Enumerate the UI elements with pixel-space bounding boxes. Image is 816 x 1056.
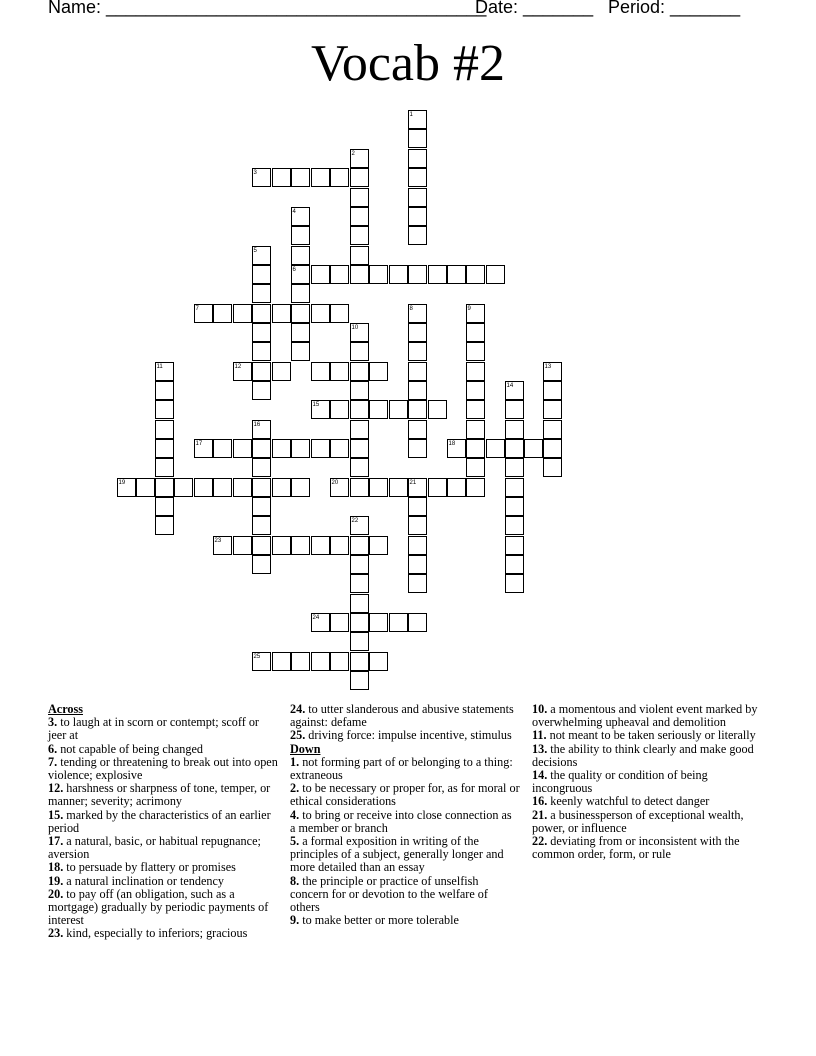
crossword-cell[interactable] [213, 478, 232, 497]
crossword-cell[interactable] [213, 304, 232, 323]
clue-number-label: 9 [467, 305, 471, 312]
crossword-cell[interactable] [252, 458, 271, 477]
clue-number: 20. [48, 886, 64, 901]
crossword-cell[interactable] [291, 246, 310, 265]
crossword-cell[interactable] [311, 362, 330, 381]
crossword-cell[interactable] [272, 168, 291, 187]
crossword-cell[interactable] [136, 478, 155, 497]
name-field-label[interactable]: Name: ______________________________________ [48, 0, 487, 17]
crossword-cell[interactable] [408, 188, 427, 207]
crossword-cell[interactable] [466, 478, 485, 497]
clue-text: to make better or more tolerable [299, 913, 459, 928]
crossword-cell[interactable] [272, 478, 291, 497]
crossword-cell[interactable] [213, 439, 232, 458]
clue-number: 1. [290, 754, 300, 769]
crossword-cell[interactable] [543, 381, 562, 400]
crossword-cell[interactable] [408, 439, 427, 458]
crossword-cell[interactable] [447, 478, 466, 497]
crossword-cell[interactable] [408, 536, 427, 555]
clue-number-label: 15 [312, 401, 320, 408]
crossword-cell[interactable] [447, 265, 466, 284]
down-clue [290, 875, 520, 915]
crossword-cell[interactable] [486, 439, 505, 458]
crossword-cell[interactable] [350, 613, 369, 632]
crossword-cell[interactable] [252, 362, 271, 381]
crossword-cell[interactable] [428, 478, 447, 497]
crossword-cell[interactable] [350, 226, 369, 245]
clue-text: tending or threatening to break out into open violence; explosive [48, 754, 278, 783]
crossword-cell[interactable] [408, 555, 427, 574]
clue-text: harshness or sharpness of tone, temper, or manner; severity; acrimony [48, 781, 271, 809]
crossword-cell[interactable] [291, 478, 310, 497]
crossword-cell[interactable] [350, 574, 369, 593]
down-clue [290, 756, 520, 782]
clue-text: a momentous and violent event marked by overwhelming upheaval and demolition [532, 702, 758, 730]
clue-number: 7. [48, 754, 58, 769]
crossword-cell[interactable] [389, 400, 408, 419]
clue-number-label: 6 [292, 266, 296, 273]
clue-text: keenly watchful to detect danger [547, 794, 710, 809]
crossword-cell[interactable] [350, 420, 369, 439]
down-clue [532, 809, 758, 835]
crossword-cell[interactable] [252, 536, 271, 555]
crossword-cell[interactable] [350, 400, 369, 419]
clue-text: the quality or condition of being incongruous [532, 768, 708, 796]
clue-number: 9. [290, 913, 300, 928]
clue-text: to laugh at in scorn or contempt; scoff or jeer at [48, 715, 259, 743]
crossword-cell[interactable] [408, 226, 427, 245]
crossword-cell[interactable] [369, 536, 388, 555]
crossword-cell[interactable] [408, 342, 427, 361]
clue-text: to persuade by flattery or promises [63, 860, 236, 875]
clue-number: 22. [532, 834, 548, 849]
crossword-cell[interactable] [350, 168, 369, 187]
crossword-cell[interactable] [505, 400, 524, 419]
clue-text: a natural inclination or tendency [63, 873, 224, 888]
clue-text: the principle or practice of unselfish concern for or devotion to the welfare of others [290, 873, 488, 915]
crossword-cell[interactable] [505, 439, 524, 458]
date-field-label[interactable]: Date: _______ [475, 0, 594, 17]
crossword-cell[interactable] [505, 478, 524, 497]
clue-text: to bring or receive into close connection as a member or branch [290, 807, 512, 835]
crossword-cell[interactable] [350, 536, 369, 555]
down-clue [532, 743, 758, 769]
clue-number: 14. [532, 768, 548, 783]
clue-number: 13. [532, 741, 548, 756]
crossword-cell[interactable] [252, 516, 271, 535]
crossword-cell[interactable] [505, 516, 524, 535]
crossword-cell[interactable] [291, 323, 310, 342]
crossword-cell[interactable] [252, 381, 271, 400]
crossword-cell[interactable] [408, 400, 427, 419]
crossword-cell[interactable] [233, 439, 252, 458]
crossword-cell[interactable] [466, 439, 485, 458]
clue-number: 25. [290, 728, 306, 743]
clue-number: 21. [532, 807, 548, 822]
crossword-cell[interactable] [389, 613, 408, 632]
down-clue [532, 703, 758, 729]
crossword-cell[interactable] [155, 381, 174, 400]
across-clue [48, 927, 280, 940]
crossword-cell[interactable] [272, 652, 291, 671]
down-clue [532, 835, 758, 861]
crossword-cell[interactable] [369, 652, 388, 671]
crossword-cell[interactable] [330, 613, 349, 632]
clue-number-label: 13 [544, 363, 552, 370]
crossword-cell[interactable] [408, 420, 427, 439]
page-title: Vocab #2 [310, 35, 505, 92]
clue-number-label: 21 [409, 479, 417, 486]
clue-number: 17. [48, 834, 64, 849]
crossword-cell[interactable] [252, 284, 271, 303]
crossword-cell[interactable] [155, 516, 174, 535]
clue-number-label: 7 [195, 305, 199, 312]
crossword-cell[interactable] [252, 304, 271, 323]
crossword-cell[interactable] [350, 188, 369, 207]
crossword-cell[interactable] [389, 265, 408, 284]
clue-text: the ability to think clearly and make good decisions [532, 741, 754, 769]
crossword-cell[interactable] [408, 381, 427, 400]
crossword-cell[interactable] [291, 439, 310, 458]
crossword-cell[interactable] [505, 555, 524, 574]
clue-number: 12. [48, 781, 64, 796]
crossword-cell[interactable] [350, 555, 369, 574]
crossword-cell[interactable] [369, 478, 388, 497]
clue-number: 10. [532, 702, 548, 716]
crossword-cell[interactable] [350, 342, 369, 361]
clue-text: a formal exposition in writing of the principles of a subject, generally longer and more detailed than an essay [290, 834, 504, 875]
crossword-cell[interactable] [291, 168, 310, 187]
crossword-cell[interactable] [272, 362, 291, 381]
clue-number-label: 20 [331, 479, 339, 486]
crossword-cell[interactable] [466, 458, 485, 477]
crossword-cell[interactable] [505, 536, 524, 555]
clue-text: driving force: impulse incentive, stimulus [305, 728, 512, 743]
clue-number-label: 14 [506, 382, 514, 389]
crossword-cell[interactable] [428, 265, 447, 284]
crossword-cell[interactable] [466, 362, 485, 381]
clue-text: not forming part of or belonging to a thing: extraneous [290, 754, 513, 783]
crossword-cell[interactable] [252, 478, 271, 497]
crossword-cell[interactable] [194, 478, 213, 497]
clue-number-label: 23 [214, 537, 222, 544]
clue-number: 15. [48, 807, 64, 822]
across-clue [48, 888, 280, 928]
crossword-cell[interactable] [350, 265, 369, 284]
crossword-cell[interactable] [428, 400, 447, 419]
across-clue [48, 782, 280, 808]
clue-number-label: 19 [118, 479, 126, 486]
down-clue [290, 835, 520, 875]
crossword-cell[interactable] [369, 362, 388, 381]
clue-column-1 [48, 703, 280, 941]
crossword-cell[interactable] [291, 226, 310, 245]
crossword-cell[interactable] [466, 420, 485, 439]
clue-column-3 [532, 703, 758, 861]
crossword-cell[interactable] [311, 304, 330, 323]
period-field-label[interactable]: Period: _______ [608, 0, 741, 17]
crossword-cell[interactable] [330, 362, 349, 381]
clue-number: 23. [48, 926, 64, 941]
clue-number-label: 2 [351, 150, 355, 157]
clue-text: to pay off (an obligation, such as a mortgage) gradually by periodic payments of interest [48, 886, 269, 928]
crossword-cell[interactable] [311, 652, 330, 671]
clue-number: 19. [48, 873, 64, 888]
crossword-cell[interactable] [272, 439, 291, 458]
crossword-cell[interactable] [369, 265, 388, 284]
clue-number: 5. [290, 834, 300, 849]
crossword-cell[interactable] [408, 574, 427, 593]
crossword-cell[interactable] [350, 246, 369, 265]
clue-number: 8. [290, 873, 300, 888]
clue-number-label: 25 [253, 653, 261, 660]
crossword-cell[interactable] [330, 536, 349, 555]
down-clue [290, 782, 520, 808]
crossword-cell[interactable] [330, 265, 349, 284]
crossword-cell[interactable] [350, 652, 369, 671]
across-clue [290, 703, 520, 729]
crossword-cell[interactable] [505, 458, 524, 477]
crossword-cell[interactable] [155, 458, 174, 477]
crossword-cell[interactable] [155, 439, 174, 458]
crossword-cell[interactable] [311, 439, 330, 458]
crossword-cell[interactable] [408, 265, 427, 284]
crossword-cell[interactable] [233, 536, 252, 555]
crossword-cell[interactable] [155, 400, 174, 419]
crossword-cell[interactable] [543, 420, 562, 439]
clue-column-2 [290, 703, 520, 927]
crossword-cell[interactable] [350, 458, 369, 477]
crossword-cell[interactable] [252, 323, 271, 342]
crossword-cell[interactable] [311, 536, 330, 555]
crossword-cell[interactable] [311, 265, 330, 284]
crossword-cell[interactable] [466, 323, 485, 342]
down-clue [290, 809, 520, 835]
crossword-cell[interactable] [369, 400, 388, 419]
crossword-cell[interactable] [466, 265, 485, 284]
crossword-cell[interactable] [350, 671, 369, 690]
clue-number: 11. [532, 728, 547, 743]
crossword-cell[interactable] [252, 555, 271, 574]
clue-text: kind, especially to inferiors; gracious [63, 926, 248, 941]
clue-number-label: 4 [292, 208, 296, 215]
crossword-cell[interactable] [408, 129, 427, 148]
crossword-cell[interactable] [408, 149, 427, 168]
crossword-cell[interactable] [524, 439, 543, 458]
crossword-cell[interactable] [272, 304, 291, 323]
clue-number: 18. [48, 860, 64, 875]
crossword-cell[interactable] [408, 168, 427, 187]
crossword-cell[interactable] [155, 497, 174, 516]
crossword-cell[interactable] [330, 304, 349, 323]
crossword-cell[interactable] [252, 439, 271, 458]
clue-number-label: 5 [253, 247, 257, 254]
crossword-cell[interactable] [466, 342, 485, 361]
clue-number: 16. [532, 794, 548, 809]
crossword-cell[interactable] [408, 362, 427, 381]
crossword-cell[interactable] [252, 265, 271, 284]
crossword-cell[interactable] [330, 400, 349, 419]
across-clue [48, 809, 280, 835]
clue-number-label: 1 [409, 111, 413, 118]
clue-text: deviating from or inconsistent with the common order, form, or rule [532, 834, 740, 862]
crossword-cell[interactable] [408, 207, 427, 226]
crossword-cell[interactable] [389, 478, 408, 497]
crossword-cell[interactable] [350, 207, 369, 226]
crossword-cell[interactable] [350, 594, 369, 613]
crossword-cell[interactable] [252, 342, 271, 361]
across-heading: Across [48, 702, 83, 716]
crossword-cell[interactable] [311, 168, 330, 187]
clue-number: 2. [290, 781, 300, 796]
clue-number-label: 18 [448, 440, 456, 447]
down-clue [290, 914, 520, 927]
crossword-cell[interactable] [252, 497, 271, 516]
crossword-cell[interactable] [408, 323, 427, 342]
crossword-cell[interactable] [543, 439, 562, 458]
clue-text: to utter slanderous and abusive statements against: defame [290, 702, 514, 730]
crossword-cell[interactable] [272, 536, 291, 555]
crossword-cell[interactable] [330, 439, 349, 458]
clue-number-label: 12 [234, 363, 242, 370]
crossword-cell[interactable] [291, 536, 310, 555]
down-heading: Down [290, 741, 321, 756]
crossword-cell[interactable] [330, 652, 349, 671]
crossword-cell[interactable] [155, 478, 174, 497]
crossword-cell[interactable] [174, 478, 193, 497]
crossword-cell[interactable] [466, 400, 485, 419]
crossword-cell[interactable] [350, 632, 369, 651]
down-clue [532, 769, 758, 795]
across-clue [48, 756, 280, 782]
crossword-cell[interactable] [505, 574, 524, 593]
clue-text: a businessperson of exceptional wealth, power, or influence [532, 807, 744, 835]
clue-text: to be necessary or proper for, as for moral or ethical considerations [290, 781, 520, 809]
clue-number: 4. [290, 807, 300, 822]
clue-number: 24. [290, 702, 306, 716]
crossword-cell[interactable] [291, 652, 310, 671]
crossword-cell[interactable] [408, 516, 427, 535]
across-clue [290, 729, 520, 742]
clue-number-label: 17 [195, 440, 203, 447]
crossword-cell[interactable] [466, 381, 485, 400]
crossword-cell[interactable] [291, 284, 310, 303]
across-clue [48, 716, 280, 742]
across-clue [48, 835, 280, 861]
clue-number: 3. [48, 715, 58, 730]
crossword-cell[interactable] [369, 613, 388, 632]
crossword-cell[interactable] [408, 613, 427, 632]
clue-number-label: 10 [351, 324, 359, 331]
crossword-cell[interactable] [505, 497, 524, 516]
clue-number-label: 11 [156, 363, 163, 370]
crossword-cell[interactable] [233, 304, 252, 323]
clue-number-label: 24 [312, 614, 320, 621]
clue-number: 6. [48, 741, 58, 756]
crossword-cell[interactable] [543, 400, 562, 419]
clue-text: a natural, basic, or habitual repugnance; aversion [48, 834, 261, 862]
crossword-cell[interactable] [408, 497, 427, 516]
crossword-cell[interactable] [486, 265, 505, 284]
crossword-cell[interactable] [330, 168, 349, 187]
clue-text: not meant to be taken seriously or literally [546, 728, 756, 743]
clue-number-label: 3 [253, 169, 257, 176]
clue-text: marked by the characteristics of an earlier period [48, 807, 271, 835]
crossword-cell[interactable] [350, 381, 369, 400]
crossword-cell[interactable] [350, 439, 369, 458]
clue-number-label: 16 [253, 421, 261, 428]
crossword-cell[interactable] [291, 342, 310, 361]
clue-text: not capable of being changed [57, 741, 203, 756]
crossword-cell[interactable] [543, 458, 562, 477]
crossword-cell[interactable] [350, 478, 369, 497]
clue-number-label: 8 [409, 305, 413, 312]
crossword-cell[interactable] [155, 420, 174, 439]
crossword-cell[interactable] [233, 478, 252, 497]
crossword-cell[interactable] [505, 420, 524, 439]
crossword-cell[interactable] [350, 362, 369, 381]
clue-number-label: 22 [351, 517, 359, 524]
crossword-cell[interactable] [291, 304, 310, 323]
